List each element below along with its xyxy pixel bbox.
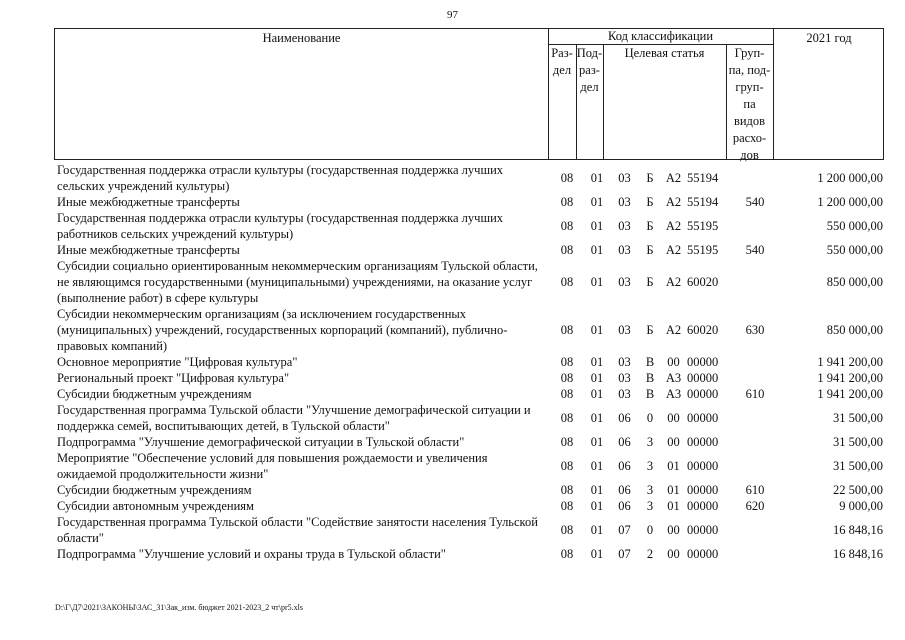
row-code-rz: 08 [560,387,574,401]
row-code-t2: В [645,387,655,401]
table-row [57,162,887,194]
table-body [57,162,887,562]
row-name: Субсидии бюджетным учреждениям [57,483,252,497]
table-row [57,194,887,210]
row-code-t4: 00000 [687,387,719,401]
row-code-t3: 00 [667,435,680,449]
row-code-t3: А3 [665,387,682,401]
row-code-t3: А2 [665,171,682,185]
row-code-t4: 00000 [687,411,719,425]
table-row [57,498,887,514]
row-name: Субсидии социально ориентированным некоммерческим организациям Тульской области, не являющимся государственными (муниципальными) учреждениями, на оказание услуг (выполнение работ) в сфере культуры [57,259,538,305]
row-code-t1: 06 [618,459,631,473]
row-code-pr: 01 [590,195,604,209]
row-code-t1: 06 [618,435,631,449]
header-target: Целевая статья [624,46,705,60]
row-code-t4: 60020 [687,275,719,289]
row-code-t1: 03 [618,171,631,185]
row-amount: 550 000,00 [826,243,883,257]
row-code-t1: 03 [618,219,631,233]
row-code-t2: Б [646,195,654,209]
row-code-vr: 630 [745,323,765,337]
row-amount: 22 500,00 [833,483,883,497]
row-code-t2: Б [646,219,654,233]
row-name: Государственная поддержка отрасли культуры (государственная поддержка лучших сельских учреждений культуры) [57,163,504,193]
row-code-vr: 610 [745,483,765,497]
row-code-t4: 60020 [687,323,719,337]
row-code-pr: 01 [590,243,604,257]
row-code-t3: А2 [665,243,682,257]
row-code-t1: 03 [618,371,631,385]
row-code-rz: 08 [560,171,574,185]
row-amount: 1 200 000,00 [817,171,883,185]
row-code-vr: 540 [745,243,765,257]
row-code-t2: В [645,355,655,369]
row-code-rz: 08 [560,243,574,257]
row-amount: 1 941 200,00 [817,371,883,385]
row-code-rz: 08 [560,355,574,369]
row-code-rz: 08 [560,459,574,473]
row-code-t1: 06 [618,499,631,513]
row-code-pr: 01 [590,371,604,385]
row-code-t3: 01 [667,483,680,497]
row-code-t4: 00000 [687,483,719,497]
row-name: Иные межбюджетные трансферты [57,243,240,257]
header-classification: Код классификации [607,29,714,43]
row-code-t2: 0 [646,411,654,425]
table-row [57,306,887,354]
row-code-pr: 01 [590,523,604,537]
row-code-rz: 08 [560,547,574,561]
row-name: Подпрограмма "Улучшение условий и охраны труда в Тульской области" [57,547,446,561]
row-code-t2: В [645,371,655,385]
row-name: Региональный проект "Цифровая культура" [57,371,290,385]
table-row [57,210,887,242]
row-code-t4: 00000 [687,459,719,473]
row-code-t2: 3 [646,459,654,473]
row-amount: 1 200 000,00 [817,195,883,209]
row-code-rz: 08 [560,195,574,209]
row-code-pr: 01 [590,483,604,497]
row-amount: 31 500,00 [833,459,883,473]
row-amount: 16 848,16 [833,523,883,537]
row-code-pr: 01 [590,219,604,233]
row-code-t4: 00000 [687,523,719,537]
row-code-t3: А2 [665,195,682,209]
row-code-pr: 01 [590,411,604,425]
row-amount: 1 941 200,00 [817,387,883,401]
row-code-t3: 00 [667,547,680,561]
row-name: Основное мероприятие "Цифровая культура" [57,355,298,369]
row-code-t1: 03 [618,355,631,369]
row-code-pr: 01 [590,547,604,561]
header-section: Раз- дел [551,46,573,77]
row-code-t4: 55194 [687,195,719,209]
row-code-pr: 01 [590,323,604,337]
row-code-t4: 00000 [687,499,719,513]
row-code-t4: 00000 [687,435,719,449]
row-code-pr: 01 [590,435,604,449]
row-name: Субсидии бюджетным учреждениям [57,387,252,401]
table-row [57,354,887,370]
row-code-t3: 00 [667,523,680,537]
header-group: Груп- па, под- груп- па видов расхо- дов [728,46,771,162]
row-code-pr: 01 [590,275,604,289]
row-code-t2: 3 [646,483,654,497]
row-code-t3: А2 [665,219,682,233]
row-code-t2: Б [646,243,654,257]
row-code-pr: 01 [590,387,604,401]
row-code-t3: 01 [667,459,680,473]
row-name: Иные межбюджетные трансферты [57,195,240,209]
table-row [57,258,887,306]
row-code-rz: 08 [560,523,574,537]
row-code-t4: 00000 [687,355,719,369]
row-code-t1: 07 [618,547,631,561]
row-code-pr: 01 [590,355,604,369]
table-row [57,450,887,482]
row-code-t3: 01 [667,499,680,513]
row-code-t3: А2 [665,323,682,337]
table-row [57,482,887,498]
row-amount: 850 000,00 [826,275,883,289]
row-code-pr: 01 [590,499,604,513]
row-code-t4: 00000 [687,371,719,385]
row-code-t4: 55195 [687,243,719,257]
footer-path: D:\Г\Д7\2021\ЗАКОНЫ\ЗАС_31\Зак_изм. бюджет 2021-2023_2 чт\pr5.xls [55,603,304,612]
row-code-t3: А3 [665,371,682,385]
row-amount: 31 500,00 [833,411,883,425]
row-code-t4: 00000 [687,547,719,561]
table-row [57,370,887,386]
row-name: Государственная программа Тульской области "Содействие занятости населения Тульской области" [57,515,538,545]
row-code-rz: 08 [560,499,574,513]
table-header [54,28,884,160]
row-code-rz: 08 [560,323,574,337]
row-code-t2: 2 [646,547,654,561]
table-row [57,242,887,258]
row-code-t1: 03 [618,243,631,257]
row-name: Подпрограмма "Улучшение демографической ситуации в Тульской области" [57,435,465,449]
table-row [57,546,887,562]
row-code-t1: 03 [618,387,631,401]
row-code-vr: 620 [745,499,765,513]
row-amount: 9 000,00 [839,499,883,513]
row-amount: 16 848,16 [833,547,883,561]
row-code-pr: 01 [590,459,604,473]
row-code-t1: 07 [618,523,631,537]
row-code-rz: 08 [560,275,574,289]
row-code-rz: 08 [560,435,574,449]
row-amount: 1 941 200,00 [817,355,883,369]
row-code-t2: Б [646,275,654,289]
row-code-t2: 3 [646,435,654,449]
row-name: Мероприятие "Обеспечение условий для повышения рождаемости и увеличения ожидаемой продолжительности жизни" [57,451,488,481]
row-code-t3: А2 [665,275,682,289]
row-code-t4: 55195 [687,219,719,233]
row-code-rz: 08 [560,411,574,425]
header-subsection: Под- раз- дел [576,46,603,94]
row-code-t2: Б [646,323,654,337]
row-code-t1: 06 [618,483,631,497]
row-code-t1: 03 [618,323,631,337]
row-code-rz: 08 [560,371,574,385]
row-code-t1: 03 [618,275,631,289]
row-code-t4: 55194 [687,171,719,185]
row-amount: 850 000,00 [826,323,883,337]
row-code-t3: 00 [667,411,680,425]
header-year: 2021 год [806,31,852,45]
row-code-t3: 00 [667,355,680,369]
row-name: Государственная программа Тульской области "Улучшение демографической ситуации и поддержка семей, воспитывающих детей, в Тульской области" [57,403,531,433]
row-code-t2: 0 [646,523,654,537]
row-amount: 31 500,00 [833,435,883,449]
page-number: 97 [447,9,458,21]
row-code-rz: 08 [560,219,574,233]
table-row [57,402,887,434]
table-row [57,514,887,546]
row-code-t1: 03 [618,195,631,209]
table-row [57,386,887,402]
row-code-rz: 08 [560,483,574,497]
header-name: Наименование [262,31,341,45]
row-code-pr: 01 [590,171,604,185]
table-row [57,434,887,450]
row-name: Субсидии автономным учреждениям [57,499,254,513]
row-code-vr: 610 [745,387,765,401]
row-code-t2: 3 [646,499,654,513]
row-code-t1: 06 [618,411,631,425]
row-name: Государственная поддержка отрасли культуры (государственная поддержка лучших работников сельских учреждений культуры) [57,211,504,241]
row-code-vr: 540 [745,195,765,209]
row-amount: 550 000,00 [826,219,883,233]
row-name: Субсидии некоммерческим организациям (за исключением государственных (муниципальных) учреждений, государственных корпораций (компаний), публично-правовых компаний) [57,307,508,353]
row-code-t2: Б [646,171,654,185]
